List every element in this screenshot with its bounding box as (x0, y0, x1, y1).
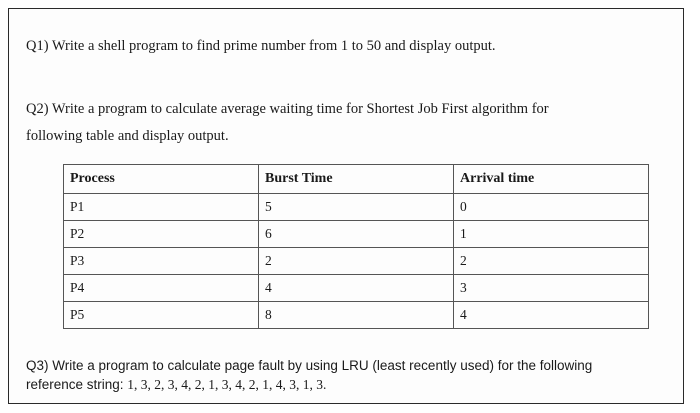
cell-process: P1 (64, 194, 259, 221)
cell-arrival-time: 2 (454, 248, 649, 275)
header-arrival-time: Arrival time (454, 165, 649, 194)
question-2 (26, 96, 666, 150)
question-2-line-1: Q2) Write a program to calculate average waiting time for Shortest Job First algorithm for (26, 101, 549, 117)
header-process: Process (64, 165, 259, 194)
cell-burst-time: 4 (259, 275, 454, 302)
cell-burst-time: 6 (259, 221, 454, 248)
question-2-line-2: following table and display output. (26, 128, 229, 144)
table-row (64, 221, 649, 248)
table-row (64, 248, 649, 275)
process-table (63, 164, 649, 329)
cell-arrival-time: 4 (454, 302, 649, 329)
table-row (64, 302, 649, 329)
question-3-line-2 (26, 375, 686, 394)
question-1: Q1) Write a shell program to find prime number from 1 to 50 and display output. (26, 38, 496, 54)
cell-process: P4 (64, 275, 259, 302)
cell-burst-time: 5 (259, 194, 454, 221)
reference-string-label: reference string: (26, 377, 128, 392)
table-header-row (64, 165, 649, 194)
table-row (64, 275, 649, 302)
table-row (64, 194, 649, 221)
cell-arrival-time: 3 (454, 275, 649, 302)
cell-process: P5 (64, 302, 259, 329)
cell-arrival-time: 0 (454, 194, 649, 221)
document-page (8, 8, 684, 404)
cell-arrival-time: 1 (454, 221, 649, 248)
question-3-line-1: Q3) Write a program to calculate page fault by using LRU (least recently used) for the following (26, 358, 593, 373)
cell-burst-time: 2 (259, 248, 454, 275)
cell-process: P3 (64, 248, 259, 275)
header-burst-time: Burst Time (259, 165, 454, 194)
question-3 (26, 356, 686, 394)
reference-string: 1, 3, 2, 3, 4, 2, 1, 3, 4, 2, 1, 4, 3, 1, 3. (127, 377, 327, 392)
cell-burst-time: 8 (259, 302, 454, 329)
cell-process: P2 (64, 221, 259, 248)
